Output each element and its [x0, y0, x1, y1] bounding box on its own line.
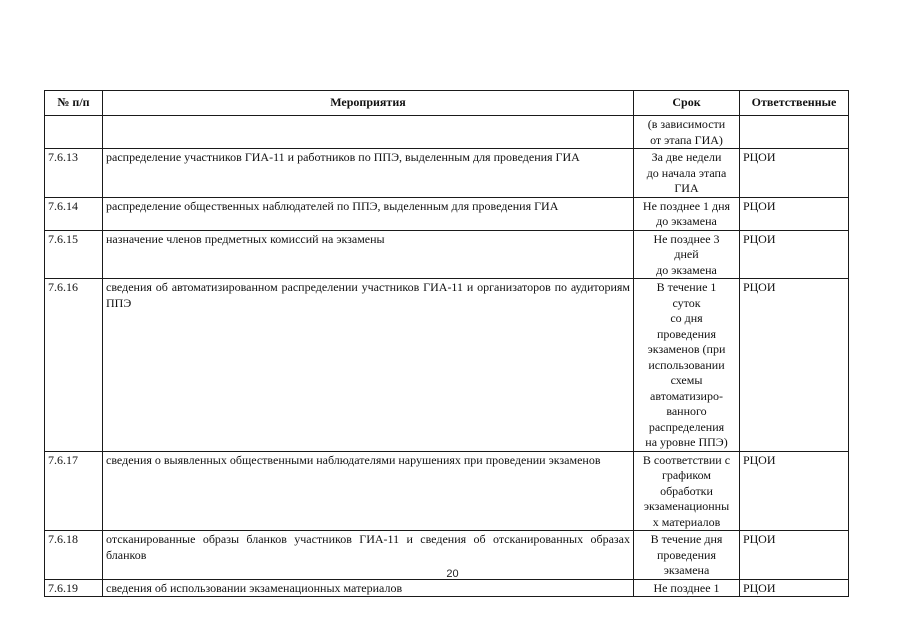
- table-row: [45, 230, 849, 279]
- row-activity: распределение общественных наблюдателей по ППЭ, выделенным для проведения ГИА: [103, 197, 634, 230]
- table-row: [45, 451, 849, 531]
- row-responsible: РЦОИ: [740, 531, 849, 580]
- row-activity: сведения о выявленных общественными наблюдателями нарушениях при проведении экзаменов: [103, 451, 634, 531]
- row-term: (в зависимости от этапа ГИА): [634, 116, 740, 149]
- row-activity: распределение участников ГИА-11 и работников по ППЭ, выделенным для проведения ГИА: [103, 149, 634, 198]
- row-activity: отсканированные образы бланков участников ГИА-11 и сведения об отсканированных образах бланков: [103, 531, 634, 580]
- table-row: [45, 279, 849, 452]
- row-number: 7.6.15: [45, 230, 103, 279]
- row-activity: [103, 116, 634, 149]
- row-number: 7.6.13: [45, 149, 103, 198]
- header-responsible: Ответственные: [740, 91, 849, 116]
- table-row: [45, 149, 849, 198]
- table-row: [45, 116, 849, 149]
- row-term: В соответствии с графиком обработки экзаменационны х материалов: [634, 451, 740, 531]
- events-table: [44, 90, 849, 597]
- table-header-row: [45, 91, 849, 116]
- row-responsible: РЦОИ: [740, 149, 849, 198]
- row-number: 7.6.18: [45, 531, 103, 580]
- row-activity: назначение членов предметных комиссий на экзамены: [103, 230, 634, 279]
- row-activity: сведения об использовании экзаменационных материалов: [103, 579, 634, 597]
- row-activity: сведения об автоматизированном распределении участников ГИА-11 и организаторов по аудиториям ППЭ: [103, 279, 634, 452]
- row-responsible: [740, 116, 849, 149]
- row-term: Не позднее 3 дней до экзамена: [634, 230, 740, 279]
- row-responsible: РЦОИ: [740, 279, 849, 452]
- row-responsible: РЦОИ: [740, 451, 849, 531]
- row-responsible: РЦОИ: [740, 579, 849, 597]
- row-number: 7.6.16: [45, 279, 103, 452]
- row-number: 7.6.17: [45, 451, 103, 531]
- row-term: Не позднее 1 дня до экзамена: [634, 197, 740, 230]
- row-number: 7.6.14: [45, 197, 103, 230]
- row-responsible: РЦОИ: [740, 197, 849, 230]
- page-number: 20: [446, 568, 459, 580]
- row-responsible: РЦОИ: [740, 230, 849, 279]
- row-number: [45, 116, 103, 149]
- table-row: [45, 197, 849, 230]
- row-number: 7.6.19: [45, 579, 103, 597]
- header-activity: Мероприятия: [103, 91, 634, 116]
- row-term: В течение дня проведения экзамена: [634, 531, 740, 580]
- row-term: В течение 1 суток со дня проведения экзаменов (при использовании схемы автоматизиро- ванного распределения на уровне ППЭ): [634, 279, 740, 452]
- header-term: Срок: [634, 91, 740, 116]
- table-row: [45, 579, 849, 597]
- row-term: За две недели до начала этапа ГИА: [634, 149, 740, 198]
- header-number: № п/п: [45, 91, 103, 116]
- row-term: Не позднее 1: [634, 579, 740, 597]
